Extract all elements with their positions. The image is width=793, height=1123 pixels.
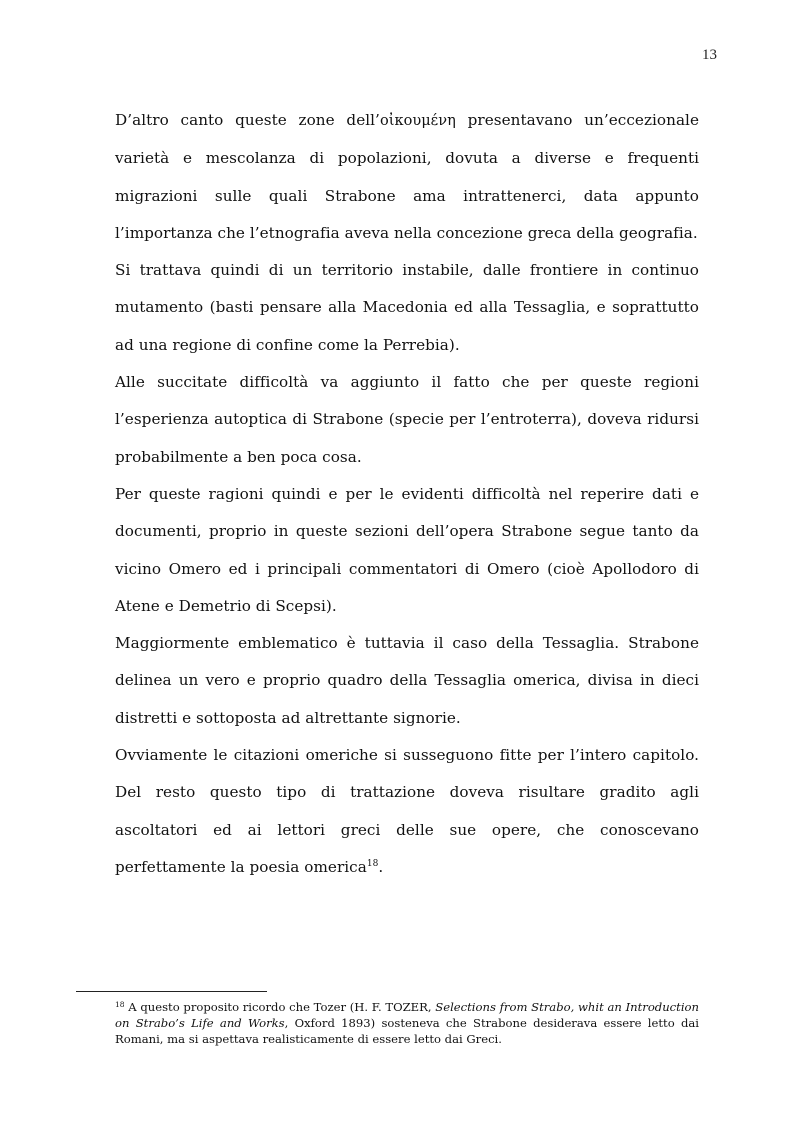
page-number: 13: [702, 47, 717, 63]
paragraph-1-rest: presentavano un’eccezionale varietà e mescolanza di popolazioni, dovuta a diverse e frequenti migrazioni sulle quali Strabone ama intrattenerci, data appunto l’importanza che l’etnografia aveva nella concezione greca della geografia.: [115, 111, 699, 242]
footnote-separator: [76, 991, 267, 992]
body-text: [115, 102, 699, 886]
paragraph-2: Si trattava quindi di un territorio instabile, dalle frontiere in continuo mutamento (basti pensare alla Macedonia ed alla Tessaglia, e soprattutto ad una regione di confine come la Perrebia).: [115, 261, 699, 354]
footnote-reference-18[interactable]: 18: [366, 858, 379, 869]
paragraph-5: Maggiormente emblematico è tuttavia il caso della Tessaglia. Strabone delinea un vero e proprio quadro della Tessaglia omerica, divisa in dieci distretti e sottoposta ad altrettante signorie.: [115, 634, 699, 727]
footnote-text-end: , Oxford 1893) sosteneva che Strabone desiderava essere letto dai Romani, ma si aspettava realisticamente di essere letto dai Greci.: [115, 1015, 699, 1046]
footnote-paragraph: [115, 1000, 699, 1047]
paragraph-3: Alle succitate difficoltà va aggiunto il fatto che per queste regioni l’esperienza autoptica di Strabone (specie per l’entroterra), doveva ridursi probabilmente a ben poca cosa.: [115, 373, 699, 466]
footnote-marker: 18: [115, 1000, 125, 1009]
paragraph-1: [115, 102, 699, 252]
paragraph-6-end: .: [378, 857, 384, 876]
greek-word-oikoumene: οἰκουμένη: [379, 113, 456, 129]
paragraph-6-last-word: omerica: [304, 857, 367, 876]
paragraph-4: Per queste ragioni quindi e per le evidenti difficoltà nel reperire dati e documenti, proprio in queste sezioni dell’opera Strabone segue tanto da vicino Omero ed i principali commentatori di Omero (cioè Apollodoro di Atene e Demetrio di Scepsi).: [115, 484, 699, 615]
footnote-text-start: A questo proposito ricordo che Tozer (H. F. TOZER,: [124, 1000, 436, 1014]
paragraph-6: [115, 737, 699, 886]
footnote-18: [115, 1000, 699, 1047]
footnote-book-title: Selections from Strabo, whit an Introduction on Strabo’s Life and Works: [115, 1000, 699, 1030]
paragraph-1-start: D’altro canto queste zone dell’: [115, 111, 380, 129]
paragraph-6-text: Ovviamente le citazioni omeriche si susseguono fitte per l’intero capitolo. Del resto questo tipo di trattazione doveva risultare gradito agli ascoltatori ed ai lettori greci delle sue opere, che conoscevano perfettamente la poesia: [115, 746, 699, 876]
